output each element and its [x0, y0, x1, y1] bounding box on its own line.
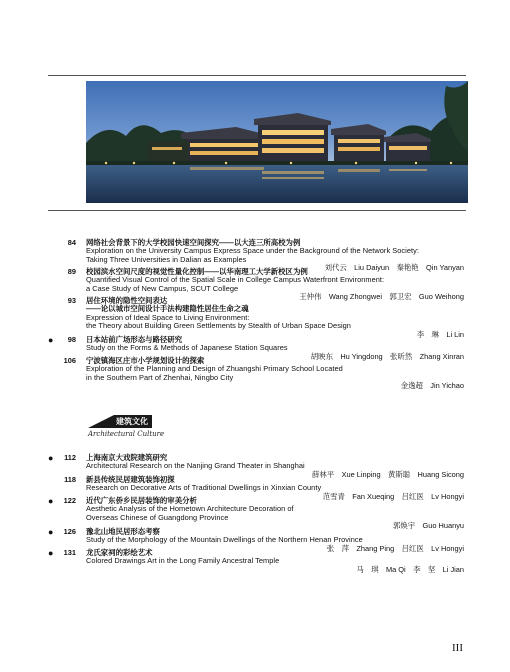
entry-title-en: Aesthetic Analysis of the Hometown Architecture Decoration of [86, 504, 294, 514]
section-header-notch [88, 415, 114, 428]
entry-page-number: 106 [63, 356, 76, 365]
page-number: III [452, 642, 463, 654]
campus-waterfront-photo [86, 81, 468, 203]
section-header-architectural-culture [88, 415, 168, 443]
entry-bullet: ● [48, 453, 54, 463]
entry-title-en: the Theory about Building Green Settlements by Stealth of Urban Space Design [86, 321, 351, 331]
entry-title-en: in the Southern Part of Zhenhai, Ningbo City [86, 372, 234, 382]
entry-authors: 金逸超 Jin Yichao [400, 381, 464, 391]
entry-title-cn: 网络社会背景下的大学校园快速空间探究——以大连三所高校为例 [86, 238, 301, 247]
entry-page-number: 131 [63, 548, 76, 557]
entry-title-cn: 上海南京大戏院建筑研究 [86, 453, 168, 462]
entry-title-en: Architectural Research on the Nanjing Grand Theater in Shanghai [86, 461, 305, 471]
entry-title-cn: 宁波镇海区庄市小学规划设计的探索 [86, 356, 205, 365]
entry-title-cn: 豫北山地民居形态考察 [86, 527, 160, 536]
entry-page-number: 112 [64, 453, 76, 462]
entry-authors: 张 萍 Zhang Ping 吕红医 Lv Hongyi [326, 543, 464, 553]
entry-title-cn: 新县传统民居建筑装饰初探 [86, 475, 175, 484]
entry-title-en: Exploration of the Planning and Design of Zhuangshi Primary School Located [86, 364, 343, 374]
section-title-en: Architectural Culture [88, 430, 165, 438]
entry-title-en: Study on the Forms & Methods of Japanese Station Squares [86, 343, 288, 353]
entry-title-en: Taking Three Universities in Dalian as Examples [86, 254, 247, 264]
entry-bullet: ● [48, 335, 54, 345]
entry-text [86, 497, 466, 531]
mid-rule [48, 210, 466, 211]
entry-title-en: Quantified Visual Control of the Spatial Scale in College Campus Waterfront Environment: [86, 275, 385, 285]
entry-title-cn: 龙氏家祠的彩绘艺术 [86, 548, 153, 557]
entry-text [86, 297, 466, 339]
entry-page-number: 84 [67, 238, 76, 247]
entry-page-number: 118 [64, 475, 76, 484]
entry-title-en: a Case Study of New Campus, SCUT College [86, 283, 239, 293]
top-rule [48, 75, 466, 76]
entry-page-number: 98 [67, 335, 76, 344]
entry-title-cn: ——论以城市空间设计手法构建隐性居住生命之魂 [86, 304, 249, 314]
entry-title-en: Colored Drawings Art in the Long Family Ancestral Temple [86, 556, 280, 566]
entry-title-cn: 近代广东侨乡民居装饰的审美分析 [86, 496, 197, 505]
entry-title-cn: 日本站前广场形态与路径研究 [86, 335, 183, 344]
entry-bullet: ● [48, 548, 54, 558]
entry-text [86, 357, 466, 391]
entry-title-en: Exploration on the University Campus Express Space under the Background of the Network Society: [86, 246, 419, 256]
entry-authors: 郭焕宇 Guo Huanyu [392, 521, 464, 531]
entry-title-en: Expression of Ideal Space to Living Environment: [86, 312, 250, 322]
entry-page-number: 126 [63, 527, 76, 536]
entry-authors: 胡映东 Hu Yingdong 张昕然 Zhang Xinran [310, 351, 464, 361]
entry-page-number: 89 [67, 267, 76, 276]
entry-title-cn: 居住环境的隐性空间表达 [86, 296, 168, 305]
entry-title-cn: 校园滨水空间尺度的视觉性量化控制——以华南理工大学新校区为例 [86, 267, 308, 276]
entry-authors: 李 琳 Li Lin [416, 329, 464, 339]
entry-page-number: 122 [63, 496, 76, 505]
entry-authors: 王仲伟 Wang Zhongwei 郭卫宏 Guo Weihong [299, 292, 464, 302]
entry-text [86, 549, 466, 574]
entry-title-en: Overseas Chinese of Guangdong Province [86, 512, 229, 522]
entry-authors: 刘代云 Liu Daiyun 秦艳艳 Qin Yanyan [324, 263, 464, 273]
entry-title-en: Study of the Morphology of the Mountain Dwellings of the Northern Henan Province [86, 535, 363, 545]
entry-authors: 薛林平 Xue Linping 黄斯聪 Huang Sicong [312, 469, 464, 479]
entry-authors: 范雪青 Fan Xueqing 吕红医 Lv Hongyi [322, 491, 464, 501]
entry-page-number: 93 [67, 296, 76, 305]
section-title-cn: 建筑文化 [116, 417, 148, 426]
entry-bullet: ● [48, 527, 54, 537]
entry-title-en: Research on Decorative Arts of Traditional Dwellings in Xinxian County [86, 483, 322, 493]
entry-bullet: ● [48, 496, 54, 506]
entry-authors: 马 琪 Ma Qi 李 坚 Li Jian [356, 564, 464, 574]
